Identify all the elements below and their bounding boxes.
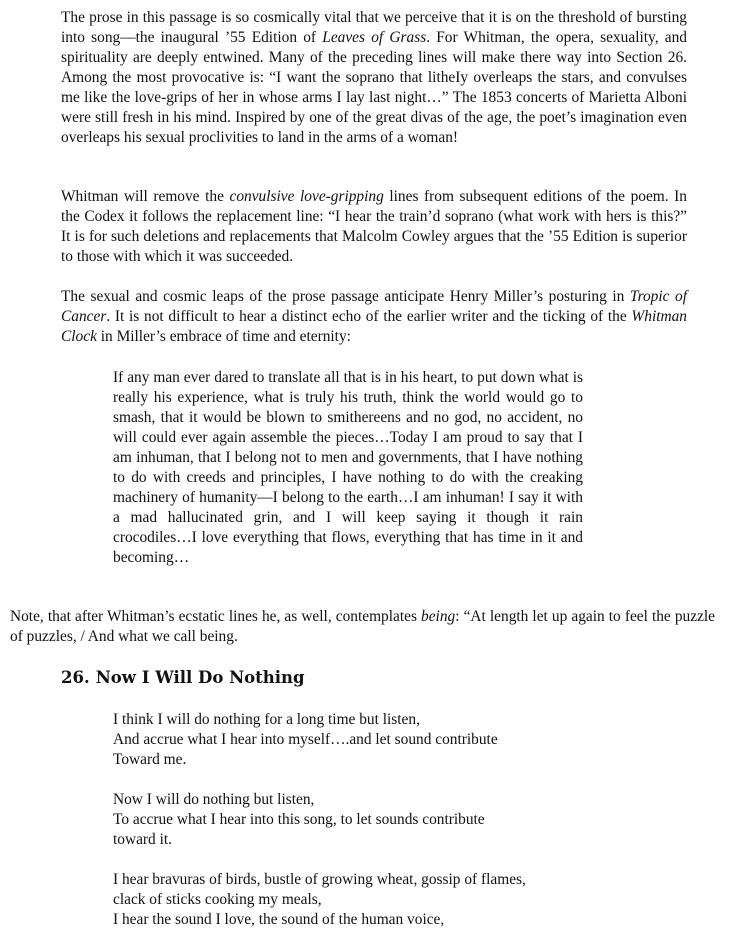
poem-line: Now I will do nothing but listen, (113, 791, 315, 808)
book-title: Leaves of Grass (322, 29, 427, 46)
section-heading (61, 666, 305, 690)
poem-stanza-2 (113, 790, 673, 850)
emphasized-phrase: Whitman Clock (61, 308, 687, 345)
paragraph-text: . It is not difficult to hear a distinct echo of the earlier writer and the ticking of the (106, 308, 632, 325)
poem-line: clack of sticks cooking my meals, (113, 891, 322, 908)
paragraph-text: in Miller’s embrace of time and eternity: (96, 328, 351, 345)
note-paragraph (10, 607, 715, 647)
poem-line: I think I will do nothing for a long time but listen, (113, 711, 420, 728)
section-number: 26. (61, 668, 90, 687)
poem-stanza-3 (113, 870, 673, 930)
block-quote: If any man ever dared to translate all that is in his heart, to put down what is really his experience, what is truly his truth, think the world would go to smash, that it would be blown to smithereens and no god, no accident, no will could ever again assemble the pieces…Today I am proud to say that I am inhuman, that I belong not to men and governments, that I have nothing to do with creeds and principles, I have nothing to do with the creaking machinery of humanity—I belong to the earth…I am inhuman! I say it with a mad hallucinated grin, and I will keep saying it though it rain crocodiles…I love everything that flows, everything that has time in it and becoming… (113, 369, 583, 566)
poem-line: toward it. (113, 831, 172, 848)
body-paragraph-1 (61, 8, 687, 148)
body-paragraph-2 (61, 187, 687, 267)
body-paragraph-3 (61, 287, 687, 347)
poem-line: I hear the sound I love, the sound of the human voice, (113, 911, 445, 928)
paragraph-text: : “At length let up again to feel the puzzle of puzzles, / And what we call being. (10, 608, 716, 645)
paragraph-text: Whitman will remove the (61, 188, 230, 205)
paragraph-text: . For Whitman, the opera, sexuality, and spirituality are deeply entwined. Many of the preceding lines will make there way into Section 26. Among the most provocative is: “I want the soprano that litheIy overleaps the stars, and convulses me like the love-grips of her in whose arms I lay last night…” The 1853 concerts of Marietta Alboni were still fresh in his mind. Inspired by one of the great divas of the age, the poet’s imagination even overleaps his sexual proclivities to land in the arms of a woman! (61, 29, 687, 146)
emphasized-phrase: convulsive love-gripping (229, 188, 384, 205)
paragraph-text: The sexual and cosmic leaps of the prose passage anticipate Henry Miller’s posturing in (61, 288, 630, 305)
paragraph-text: lines from subsequent editions of the poem. In the Codex it follows the replacement line: “I hear the train’d soprano (what work with hers is this?” It is for such deletions and replacements that Malcolm Cowley argues that the ’55 Edition is superior to those with which it was succeeded. (61, 188, 688, 265)
paragraph-text: Note, that after Whitman’s ecstatic lines he, as well, contemplates (10, 608, 422, 625)
paragraph-text: The prose in this passage is so cosmically vital that we perceive that it is on the threshold of bursting into song—the inaugural ’55 Edition of (61, 9, 687, 46)
poem-line: I hear bravuras of birds, bustle of growing wheat, gossip of flames, (113, 871, 526, 888)
book-title: Tropic of Cancer (61, 288, 688, 325)
poem-line: Toward me. (113, 751, 187, 768)
poem-stanza-1 (113, 710, 673, 770)
poem-line: To accrue what I hear into this song, to let sounds contribute (113, 811, 485, 828)
emphasized-word: being (421, 608, 456, 625)
poem-line: And accrue what I hear into myself….and let sound contribute (113, 731, 498, 748)
section-title: Now I Will Do Nothing (95, 668, 305, 687)
